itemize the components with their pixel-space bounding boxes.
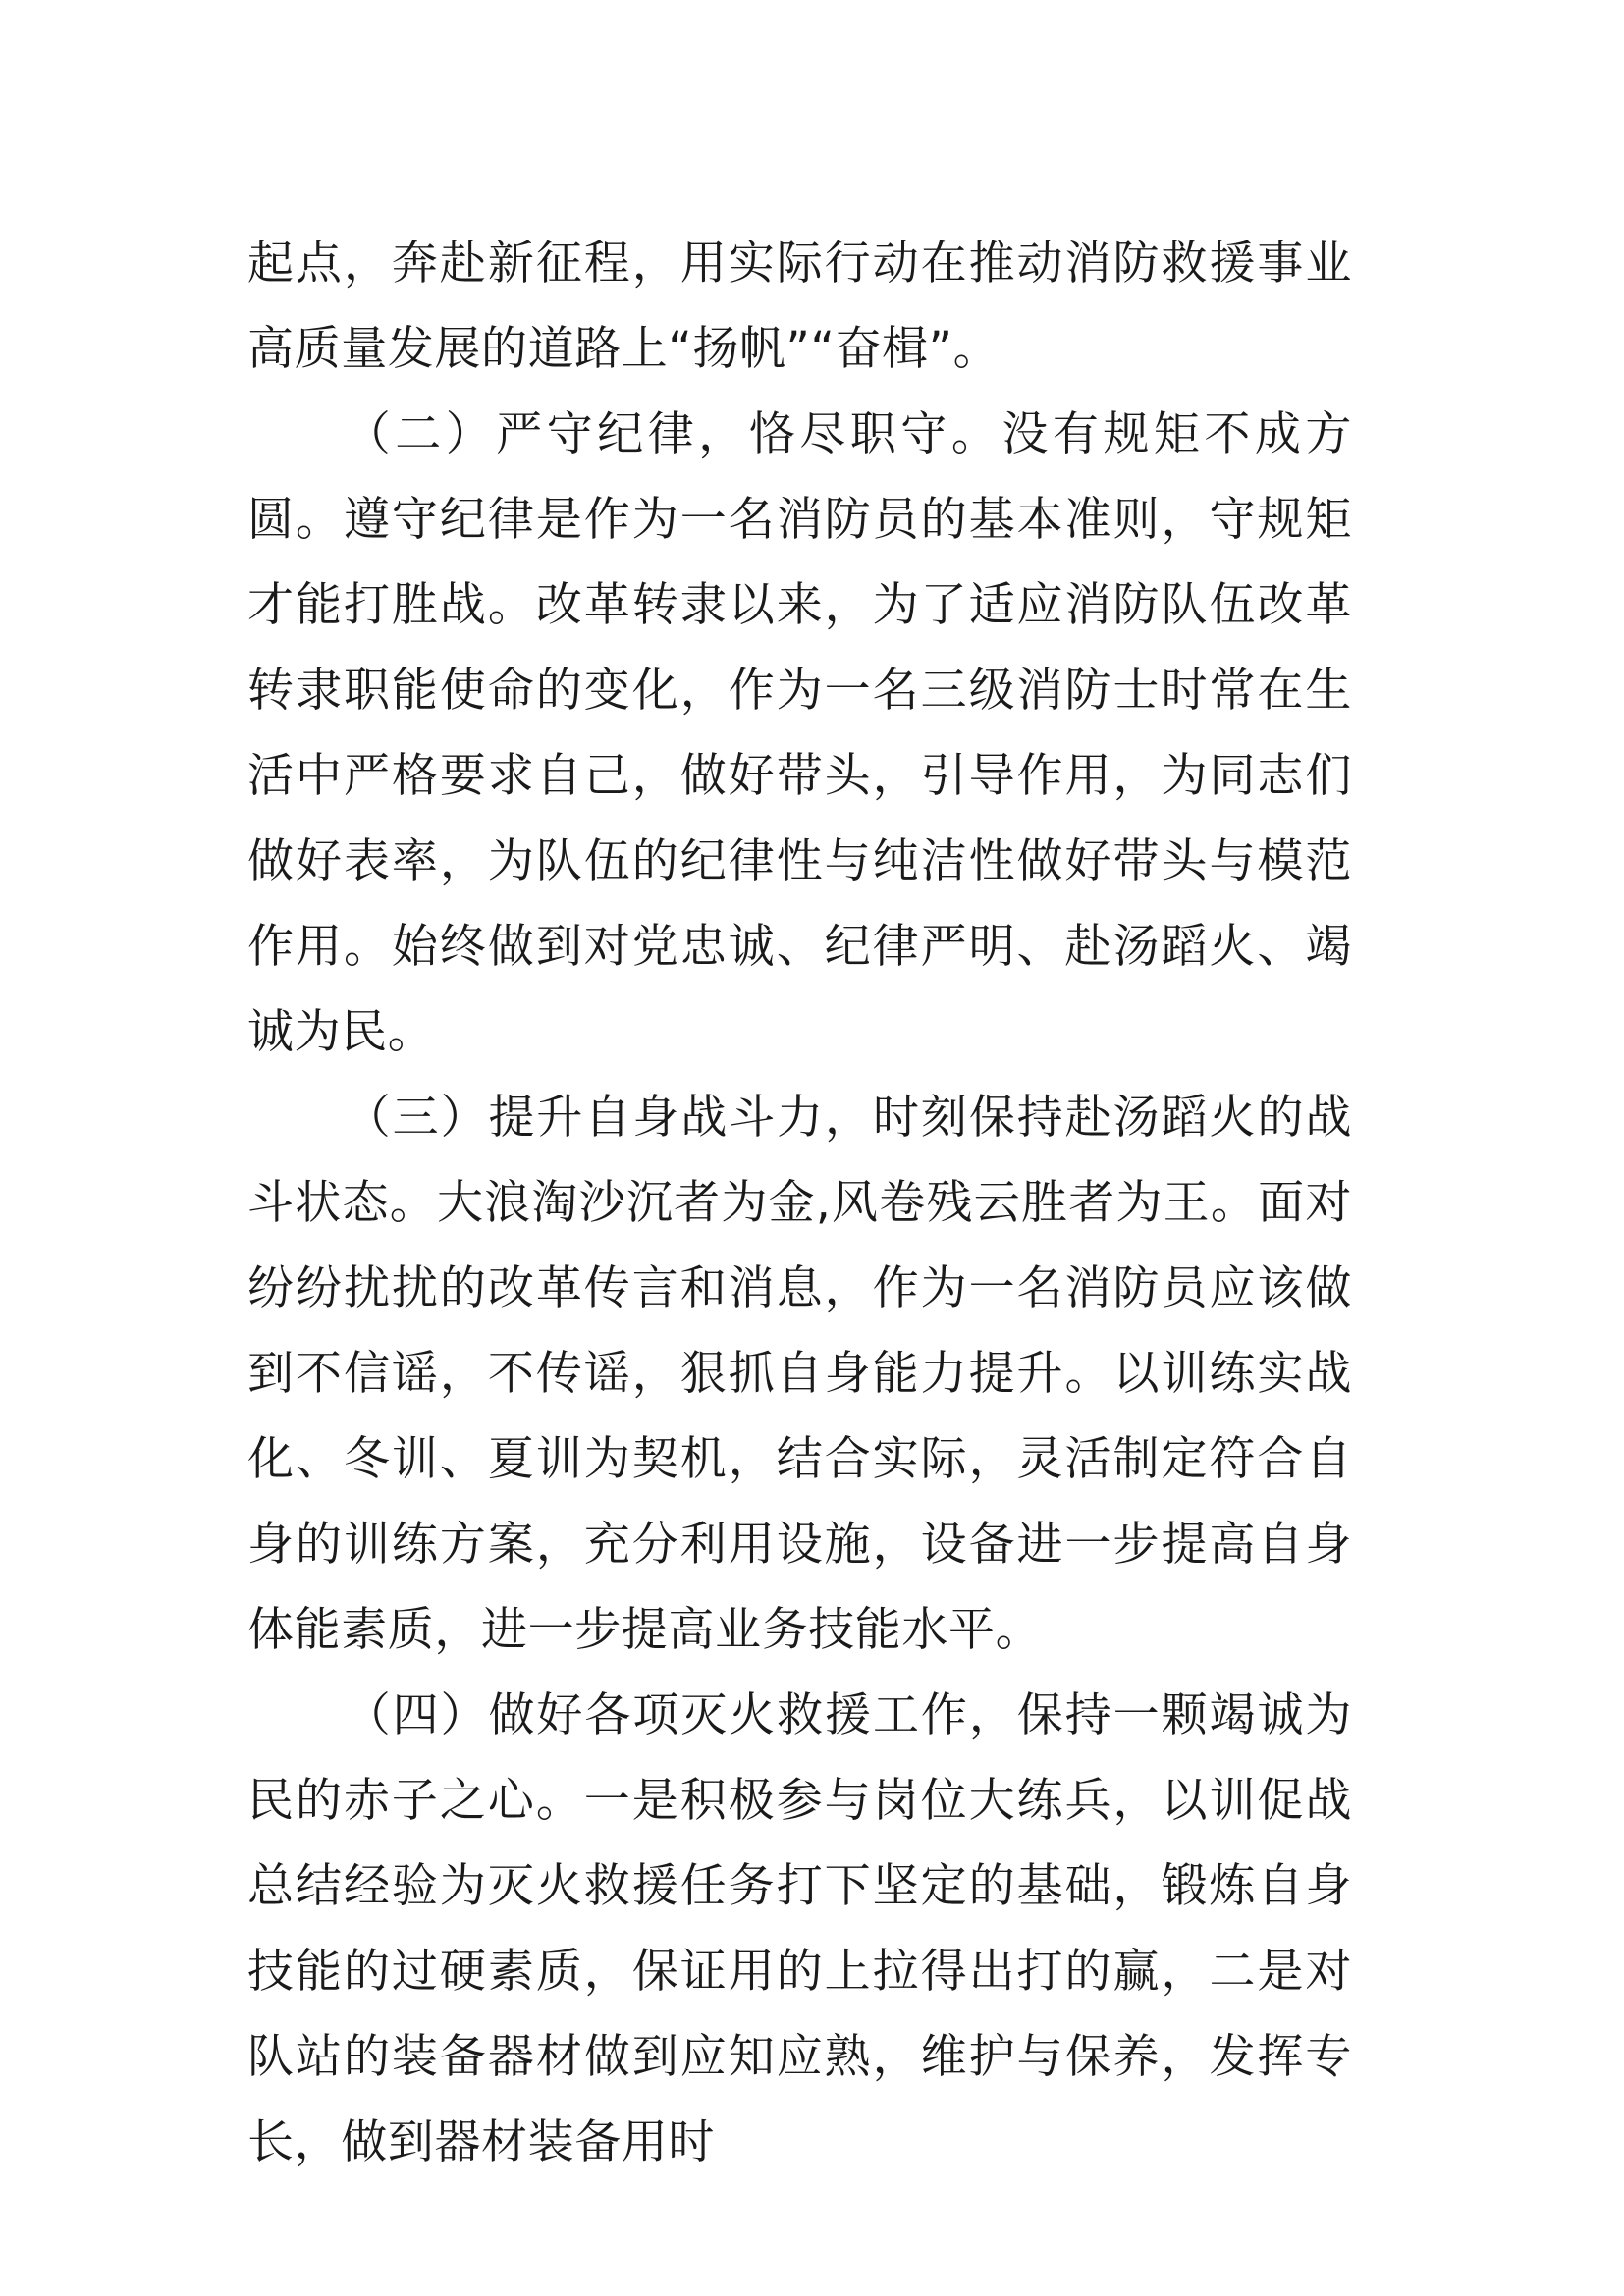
paragraph-section-4: （四）做好各项灭火救援工作，保持一颗竭诚为民的赤子之心。一是积极参与岗位大练兵，以训促战总结经验为灭火救援任务打下坚定的基础，锻炼自身技能的过硬素质，保证用的上拉得出打的赢，二是对队站的装备器材做到应知应熟，维护与保养，发挥专长，做到器材装备用时 xyxy=(247,1688,1352,2169)
paragraph-section-3: （三）提升自身战斗力，时刻保持赴汤蹈火的战斗状态。大浪淘沙沉者为金,风卷残云胜者为王。面对纷纷扰扰的改革传言和消息，作为一名消防员应该做到不信谣，不传谣，狠抓自身能力提升。以训练实战化、冬训、夏训为契机，结合实际，灵活制定符合自身的训练方案，充分利用设施，设备进一步提高自身体能素质，进一步提高业务技能水平。 xyxy=(247,1091,1352,1657)
document-body xyxy=(247,221,1352,2185)
paragraph-continuation: 起点，奔赴新征程，用实际行动在推动消防救援事业高质量发展的道路上“扬帆”“奋楫”。 xyxy=(247,237,1352,376)
paragraph-section-2: （二）严守纪律，恪尽职守。没有规矩不成方圆。遵守纪律是作为一名消防员的基本准则，守规矩才能打胜战。改革转隶以来，为了适应消防队伍改革转隶职能使命的变化，作为一名三级消防士时常在生活中严格要求自己，做好带头，引导作用，为同志们做好表率，为队伍的纪律性与纯洁性做好带头与模范作用。始终做到对党忠诚、纪律严明、赴汤蹈火、竭诚为民。 xyxy=(247,407,1352,1059)
